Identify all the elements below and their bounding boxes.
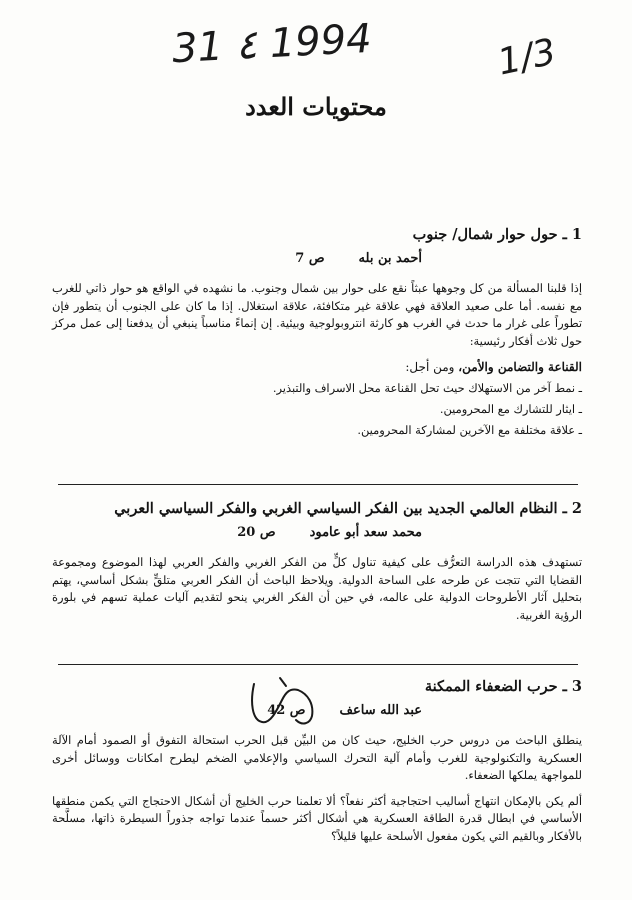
author-name: محمد سعد أبو عامود: [309, 525, 422, 540]
handwritten-fraction: 1/3: [494, 31, 560, 84]
author-name: أحمد بن بله: [358, 251, 422, 266]
section-title: 3 ـ حرب الضعفاء الممكنة: [424, 678, 582, 695]
page-reference: ص 20: [237, 525, 276, 540]
section-abstract: تستهدف هذه الدراسة التعرُّف على كيفية تناول كلٍّ من الفكر الغربي والفكر العربي لهذا الموضوع ومجموعة القضايا التي تتجت عن طرحه على الساحة الدولية. ويلاحظ الباحث أن الفكر العربي متلقٍّ بشكل أساسي، يهتم بتحليل آثار الأطروحات الدولية على عالمه، في حين أن الفكر الغربي ينحو لتقديم آليات عملية تسهم في بلورة الرؤية الغربية.: [52, 555, 582, 622]
section-abstract-continued: ألم يكن بالإمكان انتهاج أساليب احتجاجية أكثر نفعاً؟ ألا تعلمنا حرب الخليج أن أشكال الاحتجاج التي يكمن منطقها الأساسي في ابطال قدرة الطاقة العسكرية هي أشكال أكثر حسماً عندما تواجه جذوراً السيطرة ذاتها، مسلَّحة بالأفكار وبالقيم التي يكون مفعول الأسلحة عليها قليلاً؟: [52, 793, 582, 843]
page-title: محتويات العدد: [245, 92, 387, 121]
subheading: [52, 360, 582, 374]
list-item: ـ علاقة مختلفة مع الآخرين لمشاركة المحرومين.: [357, 423, 582, 437]
author-name: عبد الله ساعف: [339, 703, 422, 718]
section-1: [52, 226, 582, 441]
list-item: ـ ايثار للتشارك مع المحرومين.: [439, 402, 582, 416]
section-divider: [58, 664, 578, 665]
section-title: 2 ـ النظام العالمي الجديد بين الفكر السياسي الغربي والفكر السياسي العربي: [114, 500, 582, 517]
page-reference: ص 7: [295, 251, 325, 266]
handwritten-date: 31 ٤ 1994: [170, 15, 373, 73]
page-reference: ص 42: [267, 703, 306, 718]
section-abstract: إذا قلبنا المسألة من كل وجوهها عبثاً نقع على حوار بين شمال وجنوب. ما نشهده في الواقع هو حوار ذاتي للغرب مع نفسه. أما على صعيد العلاقة فهي علاقة غير متكافئة، علاقة استغلال. إذا ما كان على الجنوب أن يتطور فإن تطوراً على غرار ما حدث في الغرب هو كارثة انتروبولوجية وبيئية. إن إنماءً مناسباً ينبغي أن يدفعنا إلى عمل مركز حول ثلاث أفكار رئيسية:: [52, 281, 582, 348]
byline: [52, 525, 582, 540]
section-2: [52, 500, 582, 624]
section-title: 1 ـ حول حوار شمال/ جنوب: [412, 226, 582, 243]
list-item: ـ نمط آخر من الاستهلاك حيث تحل القناعة محل الاسراف والتبذير.: [272, 381, 582, 395]
subheading-text: القناعة والتضامن والأمن،: [458, 360, 582, 374]
section-abstract: ينطلق الباحث من دروس حرب الخليج، حيث كان من البيِّن قبل الحرب استحالة التفوق أو الصمود أمام الآلة العسكرية والتكنولوجية للغرب وأمام آلية التحرك السياسي والإعلامي الضخم ليطرح امكانات ووسائل أخرى للمواجهة يملكها الضعفاء.: [52, 733, 582, 782]
handwritten-scribble-mark: [240, 672, 330, 732]
subheading-tail: ومن أجل:: [405, 360, 459, 374]
section-divider: [58, 484, 578, 485]
byline: [52, 251, 582, 266]
bullet-list: [52, 378, 582, 441]
